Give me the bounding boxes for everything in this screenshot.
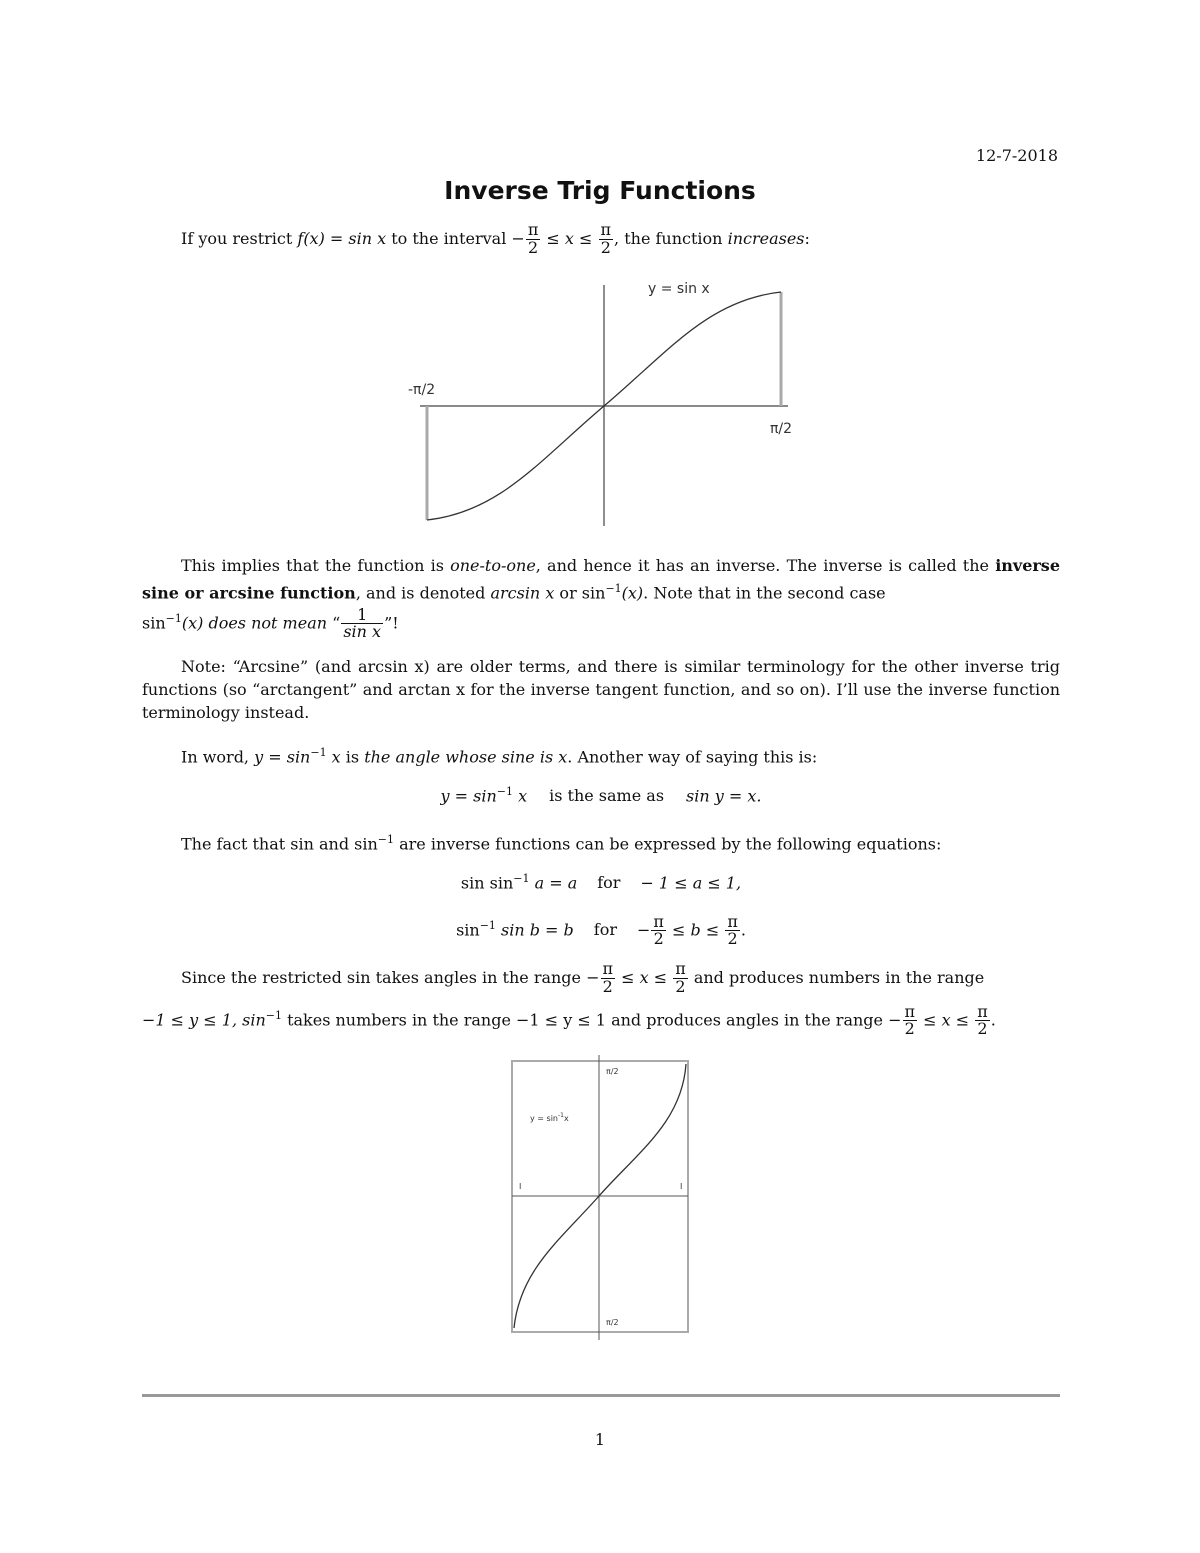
date: 12-7-2018	[975, 146, 1058, 165]
exponent: −1	[377, 833, 394, 846]
frac-den: 2	[975, 1020, 990, 1038]
frac-num: π	[600, 220, 612, 240]
exponent: −1	[605, 582, 622, 595]
intro-line	[181, 220, 810, 258]
frac-den: 2	[673, 978, 688, 996]
paragraph-2: Note: “Arcsine” (and arcsin x) are older terms, and there is similar terminology for the other inverse trig functions (so “arctangent” and arctan x for the inverse tangent function, and so on). I’ll use the inverse function terminology instead.	[142, 657, 1060, 722]
frac-den: 2	[601, 978, 616, 996]
paragraph-3	[142, 741, 1060, 768]
bottom-label: π/2	[606, 1318, 619, 1327]
minus-sign: −	[637, 920, 651, 940]
one-to-one: one-to-one	[450, 556, 536, 575]
frac-num: π	[527, 220, 539, 240]
left-label: -π/2	[408, 382, 436, 398]
text: Since the restricted sin takes angles in the range	[181, 968, 587, 987]
left-tick-label: I	[519, 1182, 522, 1191]
arcsin: arcsin x	[490, 583, 555, 603]
page-number: 1	[594, 1430, 606, 1449]
text: , and is denoted	[355, 583, 491, 603]
increases-word: increases	[727, 229, 805, 248]
top-label: π/2	[606, 1067, 619, 1076]
condition: − 1 ≤ a ≤ 1,	[640, 873, 742, 893]
lhs-x: x	[512, 786, 528, 806]
minus-sign: −	[888, 1010, 902, 1030]
minus-sign: −	[586, 968, 600, 987]
text: . Another way of saying this is:	[567, 747, 818, 767]
exponent: −1	[479, 919, 496, 932]
arg: (x)	[181, 613, 204, 633]
sin-inverse: sin	[142, 613, 166, 633]
curve-label-text: y = sin	[530, 1114, 558, 1123]
condition: ≤ x ≤	[918, 1010, 975, 1030]
var-x: x	[326, 747, 341, 767]
exponent: −1	[310, 746, 327, 759]
le-sign: ≤	[541, 229, 565, 248]
intro-fx: f(x) = sin x	[297, 229, 387, 248]
arcsine-graph	[505, 1055, 695, 1343]
for-word: for	[593, 920, 617, 940]
paragraph-1	[142, 554, 1060, 604]
text: and produces numbers in the range	[688, 968, 985, 987]
condition: ≤ x ≤	[616, 968, 673, 987]
text: are inverse functions can be expressed by the following equations:	[394, 834, 942, 854]
term: inverse sine or arcsine function	[142, 556, 1060, 603]
quote-close: ”!	[384, 613, 399, 633]
lhs: sin	[456, 920, 480, 940]
frac-num: π	[727, 911, 738, 931]
curve-label: y = sin x	[648, 281, 710, 297]
is-same-as: is the same as	[549, 786, 665, 806]
paragraph-4	[142, 828, 1060, 855]
exponent: −1	[496, 785, 513, 798]
text: , and hence it has an inverse. The inverse is called the	[535, 556, 996, 575]
frac-num: 1	[357, 604, 368, 624]
lhs-rest: sin b = b	[495, 920, 574, 940]
intro-text-3: , the function	[614, 229, 728, 248]
fraction-pi-over-2	[526, 222, 541, 257]
le-sign: ≤	[573, 229, 598, 248]
fraction-pi-over-2	[601, 961, 616, 996]
text: The fact that sin and sin	[181, 834, 378, 854]
angle-phrase: the angle whose sine is x	[364, 747, 568, 767]
lhs: y = sin	[440, 786, 497, 806]
curve-label	[530, 1112, 569, 1123]
for-word: for	[597, 873, 621, 893]
var-x: x	[564, 229, 574, 248]
text: or	[554, 583, 582, 603]
text: This implies that the function is	[181, 556, 451, 575]
fraction-pi-over-2	[599, 222, 614, 257]
fraction-pi-over-2	[651, 911, 666, 949]
frac-den: 2	[903, 1020, 918, 1038]
intro-text-2: to the interval	[386, 229, 512, 248]
frac-den: 2	[526, 239, 541, 257]
frac-den: sin x	[343, 622, 382, 642]
fraction-pi-over-2	[673, 961, 688, 996]
period: .	[740, 920, 746, 940]
curve-label-exp: -1	[557, 1112, 564, 1119]
quote-open: “	[327, 613, 341, 633]
frac-num: π	[904, 1001, 916, 1021]
arg: (x)	[621, 583, 644, 603]
sin-inverse: sin	[581, 583, 606, 603]
right-tick-label: I	[680, 1182, 683, 1191]
lhs: sin sin	[460, 873, 514, 893]
frac-den: 2	[599, 239, 614, 257]
display-equation-1	[142, 785, 1060, 805]
lhs-rest: a = a	[529, 873, 578, 893]
paragraph-1-line-3	[142, 600, 399, 642]
rhs: sin y = x.	[686, 786, 762, 806]
does-not-mean: does not mean	[203, 613, 328, 633]
fraction-pi-over-2	[903, 1001, 918, 1039]
condition: ≤ b ≤	[666, 920, 725, 940]
footer-rule	[142, 1394, 1060, 1397]
equation: y = sin	[254, 747, 311, 767]
equation-1	[142, 872, 1060, 892]
period: .	[990, 1010, 996, 1030]
text: takes numbers in the range −1 ≤ y ≤ 1 and produces angles in the range	[281, 1010, 889, 1030]
exponent: −1	[165, 612, 182, 625]
exponent: −1	[513, 872, 530, 885]
exponent: −1	[265, 1009, 282, 1022]
colon: :	[804, 229, 810, 248]
equation-2	[142, 906, 1060, 950]
intro-text: If you restrict	[181, 229, 298, 248]
fraction-one-over-sin	[341, 604, 383, 642]
frac-den: 2	[651, 930, 666, 948]
paragraph-5-line-1	[181, 958, 1060, 998]
minus-sign: −	[511, 229, 525, 248]
right-label: π/2	[770, 421, 793, 437]
text: . Note that in the second case	[643, 583, 886, 603]
fraction-pi-over-2	[725, 911, 740, 949]
fraction-pi-over-2	[975, 1001, 990, 1039]
text: −1 ≤ y ≤ 1, sin	[142, 1010, 266, 1030]
curve-label-x: x	[563, 1114, 569, 1123]
sine-graph	[400, 280, 810, 530]
text: is	[340, 747, 365, 767]
paragraph-5-line-2	[142, 996, 1060, 1040]
frac-num: π	[653, 911, 664, 931]
frac-num: π	[602, 959, 614, 979]
frac-num: π	[977, 1001, 988, 1021]
frac-den: 2	[725, 930, 740, 948]
frac-num: π	[675, 959, 686, 979]
page-title: Inverse Trig Functions	[444, 176, 756, 205]
text: In word,	[181, 747, 255, 767]
